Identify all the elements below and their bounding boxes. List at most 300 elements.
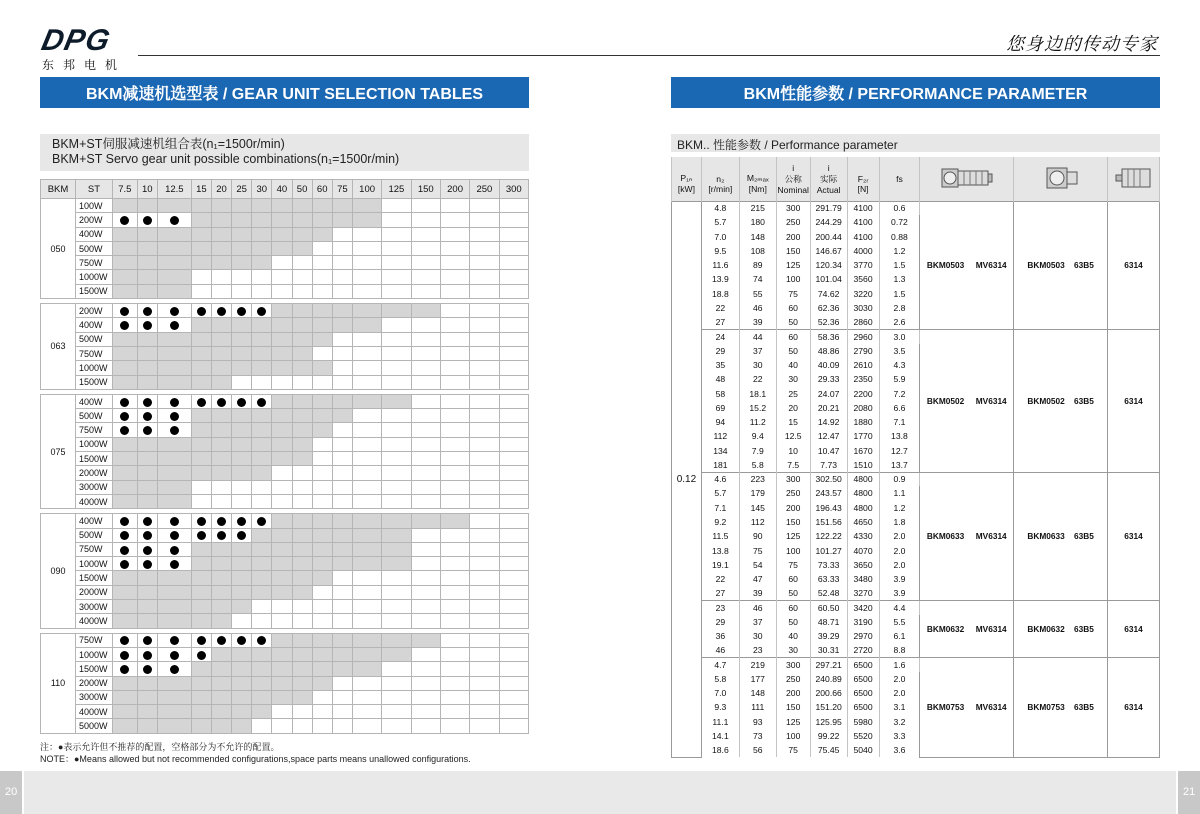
allowed-cell (211, 318, 231, 332)
allowed-cell (332, 409, 352, 423)
selection-row (41, 542, 529, 556)
perf-cell: 200 (776, 501, 810, 515)
perf-cell: 9.3 (701, 700, 739, 714)
unallowed-cell (499, 528, 528, 542)
allowed-not-recommended-dot (113, 514, 138, 528)
allowed-cell (137, 284, 157, 298)
allowed-cell (211, 614, 231, 628)
unallowed-cell (352, 614, 381, 628)
allowed-cell (440, 514, 469, 528)
perf-cell: 0.88 (879, 230, 920, 244)
perf-cell: 5.9 (879, 372, 920, 386)
allowed-cell (252, 409, 272, 423)
allowed-cell (211, 542, 231, 556)
perf-cell: 18.8 (701, 287, 739, 301)
allowed-cell (312, 557, 332, 571)
unallowed-cell (292, 466, 312, 480)
allowed-cell (272, 585, 292, 599)
unallowed-cell (352, 466, 381, 480)
perf-cell: 60 (776, 572, 810, 586)
unallowed-cell (272, 600, 292, 614)
allowed-cell (272, 213, 292, 227)
allowed-cell (137, 332, 157, 346)
perf-cell: 24.07 (810, 386, 847, 400)
unallowed-cell (382, 284, 411, 298)
allowed-cell (352, 199, 381, 213)
unallowed-cell (382, 480, 411, 494)
perf-cell: 1770 (847, 429, 879, 443)
allowed-cell (232, 423, 252, 437)
unallowed-cell (470, 633, 499, 647)
perf-cell: 3.0 (879, 329, 920, 343)
unallowed-cell (352, 332, 381, 346)
allowed-cell (211, 227, 231, 241)
perf-cell: 46 (701, 643, 739, 657)
perf-cell: 6500 (847, 700, 879, 714)
gearbox-model (1014, 329, 1108, 472)
unallowed-cell (470, 647, 499, 661)
st-power: 500W (76, 241, 113, 255)
st-power: 1500W (76, 662, 113, 676)
allowed-cell (352, 528, 381, 542)
right-banner: BKM性能参数 / PERFORMANCE PARAMETER (671, 77, 1160, 108)
perf-cell: 2960 (847, 329, 879, 343)
perf-cell: 18.1 (739, 386, 776, 400)
unallowed-cell (470, 719, 499, 733)
gearmotor-model (920, 600, 1014, 657)
perf-cell: 6500 (847, 672, 879, 686)
perf-cell: 5520 (847, 729, 879, 743)
perf-cell: 150 (776, 515, 810, 529)
perf-cell: 200 (776, 686, 810, 700)
perf-cell: 5.7 (701, 215, 739, 229)
selection-caption (40, 134, 529, 171)
allowed-cell (292, 557, 312, 571)
allowed-cell (137, 241, 157, 255)
allowed-not-recommended-dot (113, 423, 138, 437)
perf-cell: 1.5 (879, 258, 920, 272)
perf-cell: 1.2 (879, 244, 920, 258)
unallowed-cell (252, 614, 272, 628)
unallowed-cell (252, 719, 272, 733)
selection-row (41, 571, 529, 585)
perf-cell: 58 (701, 386, 739, 400)
st-power: 3000W (76, 480, 113, 494)
allowed-cell (113, 284, 138, 298)
perf-cell: 4650 (847, 515, 879, 529)
unallowed-cell (332, 494, 352, 508)
allowed-cell (137, 375, 157, 389)
bkm-size: 075 (41, 394, 76, 508)
st-power: 1500W (76, 571, 113, 585)
unallowed-cell (352, 676, 381, 690)
perf-cell: 3.1 (879, 700, 920, 714)
hdr-m2: M₂ₘₐₓ [Nm] (739, 157, 776, 201)
allowed-not-recommended-dot (157, 409, 191, 423)
perf-cell: 13.9 (701, 272, 739, 286)
selection-row (41, 199, 529, 213)
allowed-cell (312, 199, 332, 213)
allowed-cell (232, 571, 252, 585)
selection-row (41, 633, 529, 647)
allowed-cell (292, 213, 312, 227)
perf-cell: 50 (776, 315, 810, 329)
unallowed-cell (440, 332, 469, 346)
allowed-cell (292, 690, 312, 704)
allowed-not-recommended-dot (191, 647, 211, 661)
allowed-cell (211, 452, 231, 466)
allowed-cell (191, 409, 211, 423)
unallowed-cell (470, 199, 499, 213)
perf-cell: 3220 (847, 287, 879, 301)
unallowed-cell (272, 270, 292, 284)
unallowed-cell (470, 361, 499, 375)
unallowed-cell (352, 571, 381, 585)
unallowed-cell (191, 480, 211, 494)
unallowed-cell (470, 480, 499, 494)
allowed-cell (272, 557, 292, 571)
unallowed-cell (440, 585, 469, 599)
allowed-cell (191, 557, 211, 571)
allowed-cell (211, 662, 231, 676)
perf-cell: 2.0 (879, 672, 920, 686)
allowed-cell (272, 437, 292, 451)
allowed-cell (312, 662, 332, 676)
unallowed-cell (382, 705, 411, 719)
perf-cell: 4.3 (879, 358, 920, 372)
unallowed-cell (411, 557, 440, 571)
allowed-cell (252, 705, 272, 719)
performance-header (672, 157, 1160, 201)
hdr-n2: n₂ [r/min] (701, 157, 739, 201)
allowed-cell (272, 676, 292, 690)
st-power: 500W (76, 528, 113, 542)
allowed-not-recommended-dot (157, 633, 191, 647)
allowed-cell (191, 662, 211, 676)
perf-cell: 5.8 (739, 458, 776, 472)
unallowed-cell (312, 241, 332, 255)
allowed-cell (292, 585, 312, 599)
allowed-cell (332, 662, 352, 676)
allowed-cell (191, 571, 211, 585)
unallowed-cell (382, 423, 411, 437)
allowed-cell (157, 571, 191, 585)
unallowed-cell (499, 409, 528, 423)
allowed-cell (157, 241, 191, 255)
perf-cell: 3560 (847, 272, 879, 286)
unallowed-cell (499, 614, 528, 628)
unallowed-cell (411, 332, 440, 346)
allowed-cell (272, 452, 292, 466)
perf-cell: 29 (701, 344, 739, 358)
unallowed-cell (252, 284, 272, 298)
allowed-cell (157, 346, 191, 360)
perf-cell: 2720 (847, 643, 879, 657)
perf-cell: 300 (776, 201, 810, 215)
unallowed-cell (332, 270, 352, 284)
allowed-cell (292, 409, 312, 423)
perf-cell: 73.33 (810, 558, 847, 572)
st-power: 750W (76, 256, 113, 270)
allowed-cell (113, 600, 138, 614)
allowed-not-recommended-dot (113, 542, 138, 556)
unallowed-cell (232, 375, 252, 389)
allowed-cell (352, 514, 381, 528)
perf-cell: 39 (739, 586, 776, 600)
unallowed-cell (352, 375, 381, 389)
st-power: 5000W (76, 719, 113, 733)
allowed-cell (332, 542, 352, 556)
perf-cell: 7.73 (810, 458, 847, 472)
unallowed-cell (252, 600, 272, 614)
st-power: 3000W (76, 690, 113, 704)
perf-cell: 60 (776, 329, 810, 343)
unallowed-cell (470, 284, 499, 298)
selection-table-header (41, 180, 529, 199)
allowed-cell (292, 241, 312, 255)
unallowed-cell (411, 690, 440, 704)
unallowed-cell (312, 494, 332, 508)
allowed-cell (191, 199, 211, 213)
perf-cell: 30 (776, 372, 810, 386)
perf-cell: 4800 (847, 501, 879, 515)
allowed-cell (191, 227, 211, 241)
allowed-cell (252, 199, 272, 213)
unallowed-cell (352, 361, 381, 375)
unallowed-cell (332, 375, 352, 389)
page-number-right: 21 (1183, 786, 1196, 798)
unallowed-cell (352, 423, 381, 437)
unallowed-cell (411, 494, 440, 508)
unallowed-cell (382, 585, 411, 599)
unallowed-cell (411, 346, 440, 360)
allowed-cell (252, 571, 272, 585)
allowed-cell (191, 542, 211, 556)
unallowed-cell (440, 394, 469, 408)
perf-cell: 122.22 (810, 529, 847, 543)
perf-cell: 120.34 (810, 258, 847, 272)
perf-cell: 89 (739, 258, 776, 272)
allowed-cell (232, 542, 252, 556)
perf-cell: 94 (701, 415, 739, 429)
allowed-cell (332, 318, 352, 332)
unallowed-cell (470, 514, 499, 528)
allowed-cell (352, 304, 381, 318)
perf-cell: 1670 (847, 444, 879, 458)
perf-cell: 2610 (847, 358, 879, 372)
allowed-cell (292, 394, 312, 408)
unallowed-cell (382, 571, 411, 585)
unallowed-cell (272, 284, 292, 298)
perf-cell: 90 (739, 529, 776, 543)
perf-cell: 46 (739, 600, 776, 614)
perf-cell: 4100 (847, 215, 879, 229)
unallowed-cell (440, 633, 469, 647)
unallowed-cell (470, 346, 499, 360)
allowed-cell (157, 494, 191, 508)
perf-cell: 291.79 (810, 201, 847, 215)
allowed-cell (191, 318, 211, 332)
perf-cell: 48 (701, 372, 739, 386)
unallowed-cell (499, 542, 528, 556)
allowed-cell (382, 633, 411, 647)
unallowed-cell (332, 571, 352, 585)
allowed-cell (252, 542, 272, 556)
perf-cell: 7.2 (879, 386, 920, 400)
allowed-cell (292, 542, 312, 556)
perf-cell: 29.33 (810, 372, 847, 386)
perf-cell: 4.6 (701, 472, 739, 486)
allowed-cell (113, 332, 138, 346)
unallowed-cell (352, 600, 381, 614)
perf-cell: 1.1 (879, 486, 920, 500)
selection-row (41, 304, 529, 318)
st-power: 4000W (76, 614, 113, 628)
allowed-cell (137, 256, 157, 270)
perf-cell: 15 (776, 415, 810, 429)
unallowed-cell (470, 528, 499, 542)
unallowed-cell (312, 437, 332, 451)
allowed-cell (232, 719, 252, 733)
allowed-cell (157, 480, 191, 494)
unallowed-cell (411, 318, 440, 332)
unallowed-cell (332, 423, 352, 437)
perf-cell: 5.8 (701, 672, 739, 686)
st-power: 1500W (76, 375, 113, 389)
allowed-cell (137, 480, 157, 494)
gearmotor-gear: BKM0633 (926, 531, 965, 542)
page-number-left: 20 (5, 786, 18, 798)
st-power: 750W (76, 542, 113, 556)
unallowed-cell (440, 409, 469, 423)
caption-en: BKM+ST Servo gear unit possible combinations(n₁=1500r/min) (52, 152, 400, 166)
gearmotor-model (920, 472, 1014, 600)
perf-cell: 11.2 (739, 415, 776, 429)
allowed-cell (272, 423, 292, 437)
unallowed-cell (499, 719, 528, 733)
perf-cell: 3.6 (879, 743, 920, 757)
perf-cell: 250 (776, 486, 810, 500)
perf-cell: 215 (739, 201, 776, 215)
unallowed-cell (411, 585, 440, 599)
unallowed-cell (272, 480, 292, 494)
st-power: 500W (76, 409, 113, 423)
allowed-cell (157, 719, 191, 733)
perf-cell: 56 (739, 743, 776, 757)
perf-cell: 4.4 (879, 600, 920, 614)
unallowed-cell (272, 705, 292, 719)
perf-cell: 111 (739, 700, 776, 714)
allowed-cell (352, 662, 381, 676)
unallowed-cell (470, 557, 499, 571)
perf-cell: 2970 (847, 629, 879, 643)
allowed-cell (252, 528, 272, 542)
unallowed-cell (499, 375, 528, 389)
allowed-not-recommended-dot (113, 318, 138, 332)
allowed-cell (113, 705, 138, 719)
unallowed-cell (352, 705, 381, 719)
perf-cell: 7.1 (701, 501, 739, 515)
allowed-cell (312, 571, 332, 585)
unallowed-cell (440, 270, 469, 284)
allowed-not-recommended-dot (137, 423, 157, 437)
unallowed-cell (382, 332, 411, 346)
allowed-cell (411, 633, 440, 647)
unallowed-cell (272, 719, 292, 733)
st-power: 750W (76, 633, 113, 647)
gearbox-gear: BKM0503 (1027, 260, 1065, 271)
unallowed-cell (411, 676, 440, 690)
allowed-cell (157, 375, 191, 389)
allowed-not-recommended-dot (157, 304, 191, 318)
allowed-cell (137, 705, 157, 719)
gearbox-model (1014, 600, 1108, 657)
allowed-cell (312, 332, 332, 346)
allowed-not-recommended-dot (157, 557, 191, 571)
perf-cell: 219 (739, 658, 776, 672)
perf-cell: 44 (739, 329, 776, 343)
unallowed-cell (382, 452, 411, 466)
perf-cell: 0.6 (879, 201, 920, 215)
gearmotor-model (920, 658, 1014, 758)
allowed-cell (332, 199, 352, 213)
perf-cell: 3.2 (879, 715, 920, 729)
perf-cell: 4330 (847, 529, 879, 543)
allowed-cell (232, 256, 252, 270)
unallowed-cell (382, 213, 411, 227)
allowed-cell (272, 409, 292, 423)
selection-row (41, 361, 529, 375)
perf-cell: 50 (776, 344, 810, 358)
allowed-cell (211, 346, 231, 360)
perf-cell: 62.36 (810, 301, 847, 315)
unallowed-cell (292, 705, 312, 719)
allowed-not-recommended-dot (137, 394, 157, 408)
st-power: 200W (76, 213, 113, 227)
selection-row (41, 600, 529, 614)
unallowed-cell (211, 270, 231, 284)
motor-model: 6314 (1108, 658, 1160, 758)
allowed-not-recommended-dot (137, 633, 157, 647)
unallowed-cell (191, 284, 211, 298)
unallowed-cell (332, 690, 352, 704)
st-power: 1000W (76, 270, 113, 284)
perf-cell: 1.5 (879, 287, 920, 301)
unallowed-cell (440, 557, 469, 571)
perf-cell: 125 (776, 258, 810, 272)
allowed-not-recommended-dot (113, 528, 138, 542)
allowed-cell (382, 557, 411, 571)
unallowed-cell (470, 227, 499, 241)
unallowed-cell (499, 284, 528, 298)
selection-row (41, 437, 529, 451)
unallowed-cell (352, 241, 381, 255)
allowed-cell (312, 227, 332, 241)
allowed-cell (292, 571, 312, 585)
unallowed-cell (382, 614, 411, 628)
unallowed-cell (382, 270, 411, 284)
unallowed-cell (440, 705, 469, 719)
unallowed-cell (312, 690, 332, 704)
gearbox-gear: BKM0753 (1027, 702, 1065, 713)
unallowed-cell (352, 270, 381, 284)
allowed-cell (232, 241, 252, 255)
col-bkm: BKM (41, 180, 76, 199)
allowed-cell (272, 633, 292, 647)
allowed-cell (113, 571, 138, 585)
perf-cell: 6500 (847, 658, 879, 672)
allowed-cell (272, 647, 292, 661)
